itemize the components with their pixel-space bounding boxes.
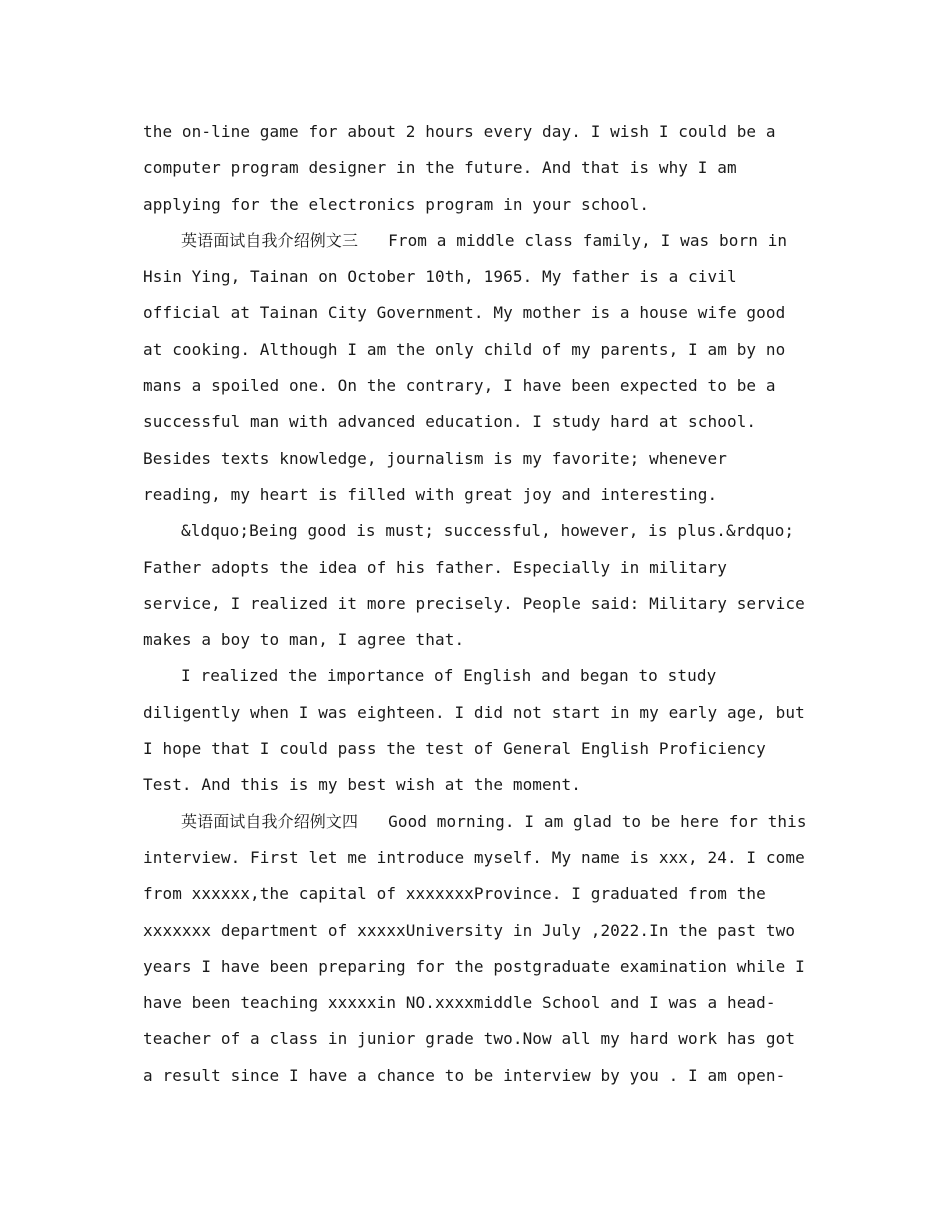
paragraph-text: &ldquo;Being good is must; successful, however, is plus.&rdquo; Father adopts the idea of his father. Especially in military service, I realized it more precisely. People said: Military service makes a boy to man, I agree that. [143, 521, 805, 650]
section-heading: 英语面试自我介绍例文三 [181, 230, 359, 250]
paragraph-text: the on-line game for about 2 hours every day. I wish I could be a computer program designer in the future. And that is why I am applying for the electronics program in your school. [143, 122, 776, 214]
paragraph-text: I realized the importance of English and began to study diligently when I was eighteen. I did not start in my early age, but I hope that I could pass the test of General English Proficiency Test. And this is my best wish at the moment. [143, 666, 805, 795]
paragraph-text: From a middle class family, I was born in Hsin Ying, Tainan on October 10th, 1965. My father is a civil official at Tainan City Government. My mother is a house wife good at cooking. Although I am the only child of my parents, I am by no mans a spoiled one. On the contrary, I have been expected to be a successful man with advanced education. I study hard at school. Besides texts knowledge, journalism is my favorite; whenever reading, my heart is filled with great joy and interesting. [143, 230, 788, 504]
paragraph-quote [143, 513, 811, 658]
paragraph-english-study [143, 658, 811, 803]
section-heading: 英语面试自我介绍例文四 [181, 811, 359, 831]
paragraph-example-four [143, 804, 811, 1094]
paragraph-example-three [143, 223, 811, 513]
paragraph-continuation [143, 114, 811, 223]
document-page [143, 114, 811, 1094]
paragraph-text: Good morning. I am glad to be here for this interview. First let me introduce myself. My name is xxx, 24. I come from xxxxxx,the capital of xxxxxxxProvince. I graduated from the xxxxxxx department of xxxxxUniversity in July ,2022.In the past two years I have been preparing for the postgraduate examination while I have been teaching xxxxxin NO.xxxxmiddle School and I was a head-teacher of a class in junior grade two.Now all my hard work has got a result since I have a chance to be interview by you . I am open- [143, 811, 807, 1085]
